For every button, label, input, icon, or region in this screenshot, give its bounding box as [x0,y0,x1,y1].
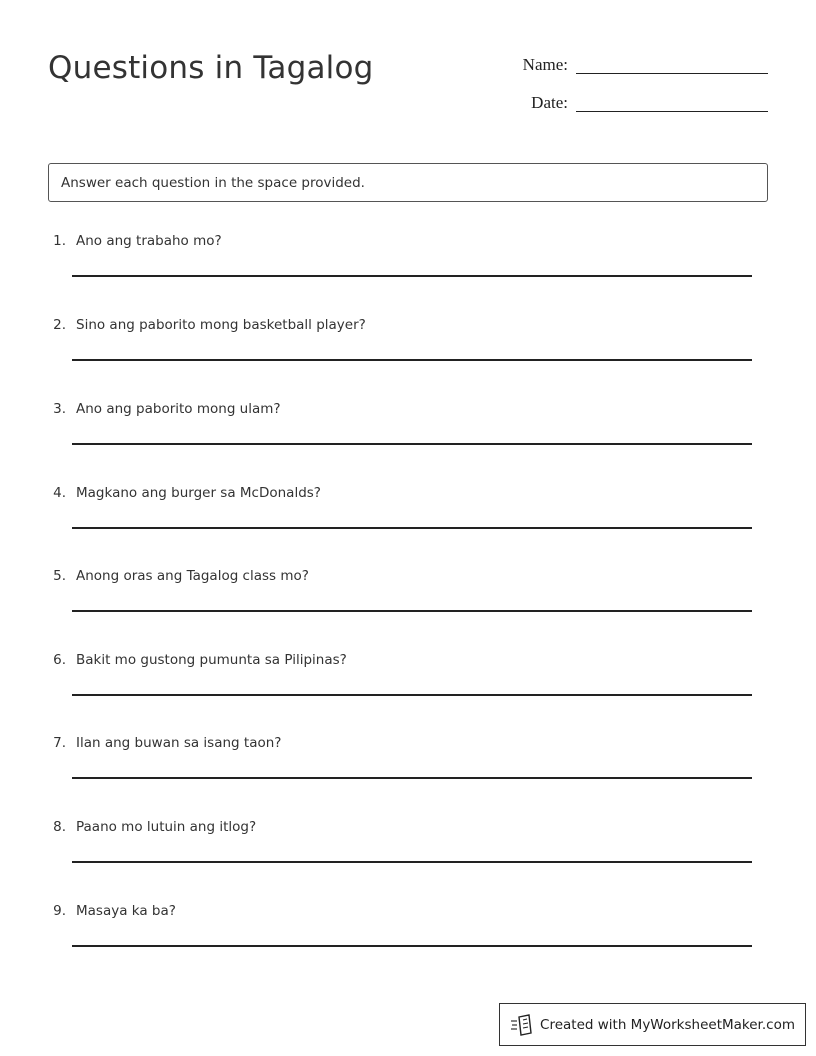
question-number: 4. [53,485,66,501]
answer-line [72,694,752,696]
date-field [508,93,768,113]
question-number: 6. [53,652,66,668]
name-field [508,55,768,75]
question-text: Ano ang paborito mong ulam? [76,401,281,417]
question-number: 9. [53,903,66,919]
answer-line [72,861,752,863]
question-item [48,568,752,652]
question-number: 3. [53,401,66,417]
date-label: Date: [531,93,568,112]
question-text: Ilan ang buwan sa isang taon? [76,735,282,751]
footer-text[interactable]: Created with MyWorksheetMaker.com [540,1016,795,1033]
footer-credit[interactable] [499,1003,806,1046]
answer-line [72,610,752,612]
answer-line [72,777,752,779]
question-item [48,485,752,569]
worksheet-title: Questions in Tagalog [48,50,374,86]
question-text: Masaya ka ba? [76,903,176,919]
worksheet-logo-icon [510,1014,534,1036]
date-answer-line [576,111,768,112]
question-text: Ano ang trabaho mo? [76,233,222,249]
instructions-box [48,163,768,202]
instructions-text: Answer each question in the space provided. [61,174,365,191]
answer-line [72,359,752,361]
question-number: 2. [53,317,66,333]
question-item [48,317,752,401]
question-number: 1. [53,233,66,249]
question-text: Paano mo lutuin ang itlog? [76,819,257,835]
question-number: 5. [53,568,66,584]
question-number: 7. [53,735,66,751]
question-item [48,819,752,903]
question-number: 8. [53,819,66,835]
question-item [48,401,752,485]
answer-line [72,945,752,947]
question-text: Anong oras ang Tagalog class mo? [76,568,309,584]
question-text: Magkano ang burger sa McDonalds? [76,485,321,501]
answer-line [72,527,752,529]
question-item [48,652,752,736]
name-answer-line [576,73,768,74]
question-item [48,903,752,987]
answer-line [72,443,752,445]
name-label: Name: [522,55,568,74]
question-text: Bakit mo gustong pumunta sa Pilipinas? [76,652,347,668]
question-text: Sino ang paborito mong basketball player? [76,317,366,333]
answer-line [72,275,752,277]
question-item [48,735,752,819]
question-item [48,233,752,317]
